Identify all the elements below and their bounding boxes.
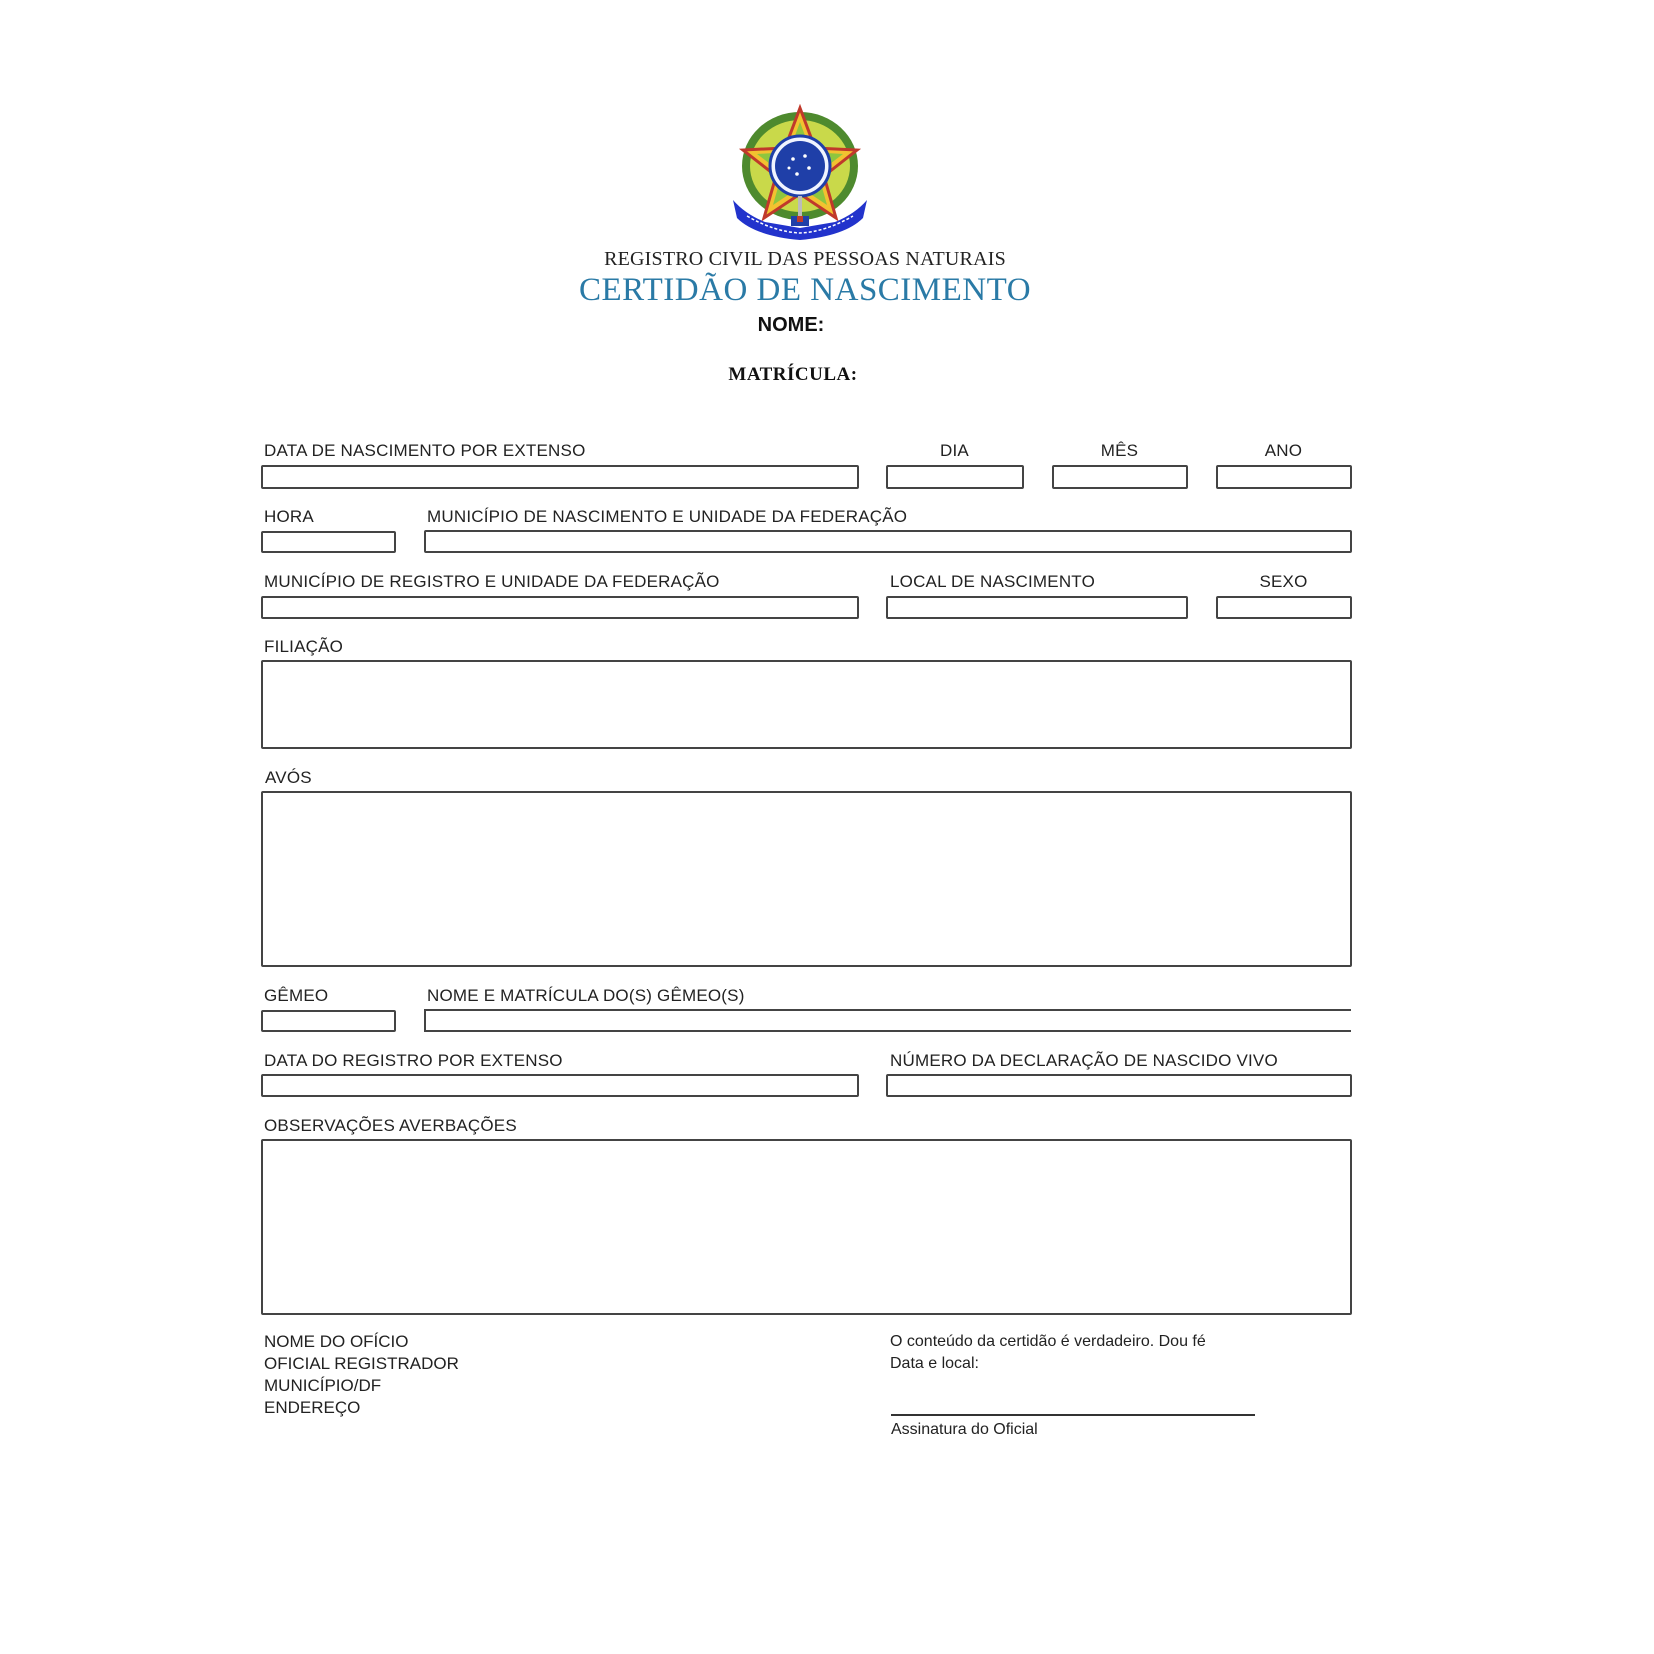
day-label: DIA [940, 441, 969, 460]
sex-field[interactable] [1216, 596, 1352, 619]
registry-date-written-label: DATA DO REGISTRO POR EXTENSO [264, 1051, 563, 1070]
office-info [264, 1331, 459, 1419]
live-birth-declaration-field[interactable] [886, 1074, 1352, 1097]
registrar-line: OFICIAL REGISTRADOR [264, 1354, 459, 1373]
certification-block [890, 1331, 1206, 1375]
notes-label: OBSERVAÇÕES AVERBAÇÕES [264, 1116, 517, 1135]
birth-place-label: LOCAL DE NASCIMENTO [890, 572, 1096, 591]
birth-date-written-field[interactable] [261, 465, 859, 489]
coat-of-arms-icon [725, 104, 875, 244]
month-field[interactable] [1052, 465, 1188, 489]
municipality-line: MUNICÍPIO/DF [264, 1376, 382, 1395]
nome-label: NOME: [757, 314, 825, 336]
registry-subtitle: REGISTRO CIVIL DAS PESSOAS NATURAIS [604, 248, 1006, 270]
month-label: MÊS [1100, 441, 1139, 460]
coat-of-arms-emblem [725, 104, 875, 244]
year-field[interactable] [1216, 465, 1352, 489]
signature-caption: Assinatura do Oficial [891, 1421, 1038, 1438]
address-line: ENDEREÇO [264, 1398, 361, 1417]
registry-municipality-field[interactable] [261, 596, 859, 619]
office-name-line: NOME DO OFÍCIO [264, 1332, 409, 1351]
birth-municipality-label: MUNICÍPIO DE NASCIMENTO E UNIDADE DA FEDERAÇÃO [427, 507, 908, 526]
grandparents-label: AVÓS [265, 768, 312, 787]
birth-date-written-label: DATA DE NASCIMENTO POR EXTENSO [264, 441, 586, 460]
sex-label: SEXO [1259, 572, 1308, 591]
matricula-label: MATRÍCULA: [728, 364, 858, 385]
twin-field[interactable] [261, 1010, 396, 1032]
grandparents-field[interactable] [261, 791, 1352, 967]
certification-text: O conteúdo da certidão é verdadeiro. Dou fé [890, 1333, 1206, 1350]
date-place-label: Data e local: [890, 1355, 979, 1372]
hour-field[interactable] [261, 531, 396, 553]
registry-municipality-label: MUNICÍPIO DE REGISTRO E UNIDADE DA FEDERAÇÃO [264, 572, 720, 591]
twin-label: GÊMEO [264, 986, 329, 1005]
year-label: ANO [1264, 441, 1303, 460]
signature-line[interactable] [891, 1414, 1255, 1416]
parentage-field[interactable] [261, 660, 1352, 749]
document-title: CERTIDÃO DE NASCIMENTO [578, 272, 1032, 308]
hour-label: HORA [264, 507, 314, 526]
live-birth-declaration-label: NÚMERO DA DECLARAÇÃO DE NASCIDO VIVO [890, 1051, 1278, 1070]
day-field[interactable] [886, 465, 1024, 489]
registry-date-written-field[interactable] [261, 1074, 859, 1097]
birth-place-field[interactable] [886, 596, 1188, 619]
birth-municipality-field[interactable] [424, 530, 1352, 553]
parentage-label: FILIAÇÃO [264, 637, 344, 656]
notes-field[interactable] [261, 1139, 1352, 1315]
twins-name-registration-label: NOME E MATRÍCULA DO(S) GÊMEO(S) [427, 986, 745, 1005]
twins-name-registration-field[interactable] [424, 1009, 1351, 1032]
